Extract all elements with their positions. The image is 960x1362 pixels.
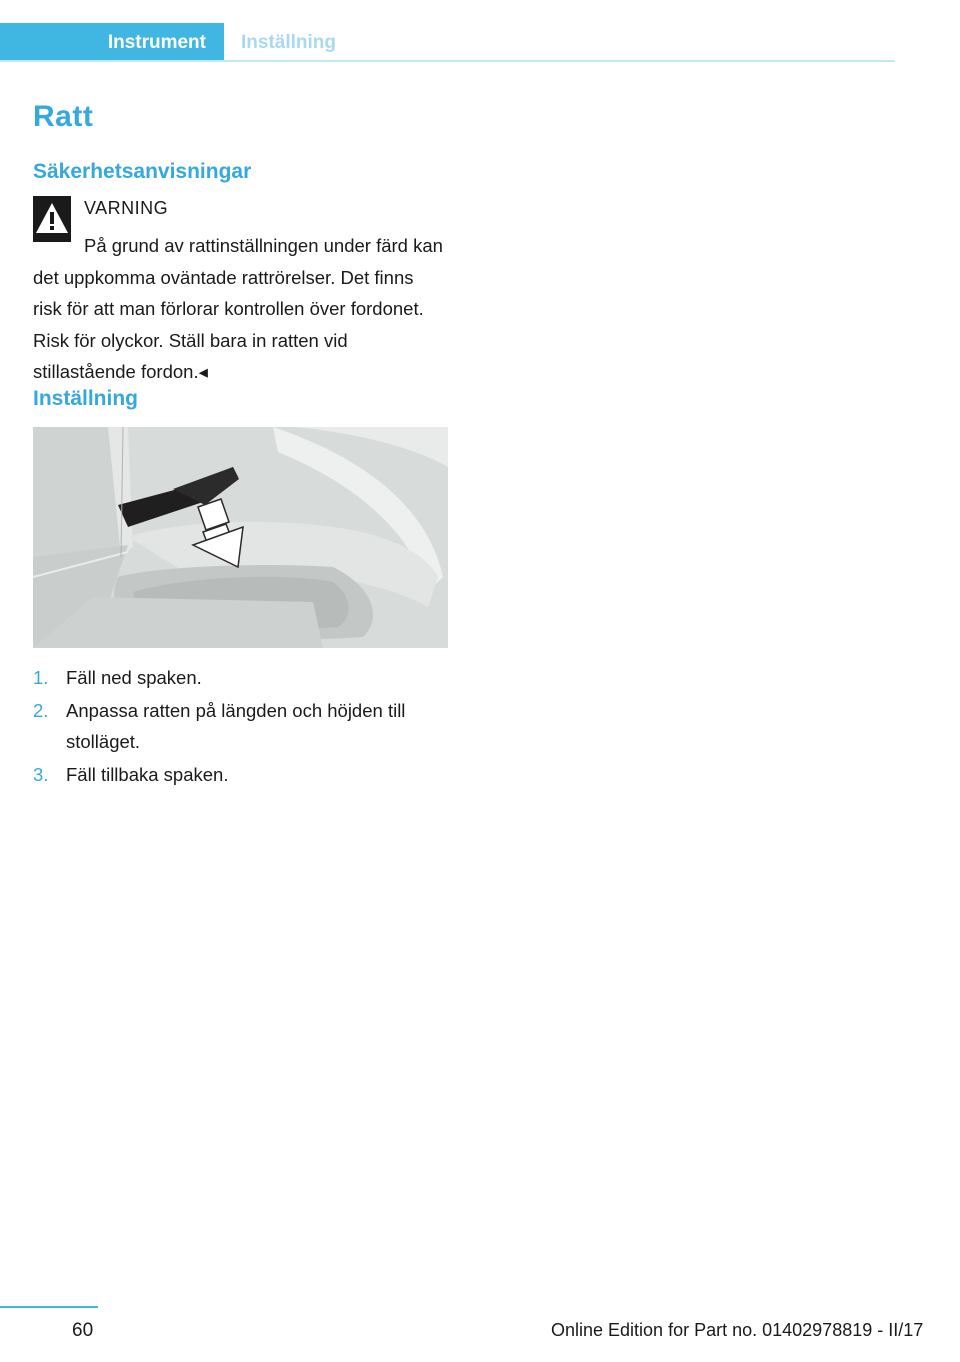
list-item bbox=[33, 759, 448, 790]
step-number: 1. bbox=[33, 667, 49, 688]
tab-instrument[interactable]: Instrument bbox=[0, 23, 224, 62]
header-divider bbox=[0, 60, 895, 62]
page-number: 60 bbox=[72, 1320, 94, 1341]
tab-installning[interactable]: Inställning bbox=[241, 31, 336, 53]
steps-list bbox=[33, 662, 448, 792]
list-item bbox=[33, 662, 448, 693]
warning-text: På grund av rattinställningen under färd kan det uppkomma oväntade rattrörelser. Det finns risk för att man förlorar kontrollen över fordonet. Risk för olyckor. Ställ bara in ratten vid stillastående fordon.◂ bbox=[33, 235, 443, 382]
step-text: Anpassa ratten på längden och höjden till stolläget. bbox=[66, 700, 406, 752]
adjust-heading: Inställning bbox=[33, 387, 138, 410]
steering-column-lever-illustration bbox=[33, 427, 448, 648]
step-number: 3. bbox=[33, 764, 49, 785]
footer-divider bbox=[0, 1306, 98, 1308]
page-title: Ratt bbox=[33, 100, 94, 133]
edition-text: Online Edition for Part no. 01402978819 - II/17 bbox=[551, 1320, 924, 1340]
safety-heading: Säkerhetsanvisningar bbox=[33, 160, 252, 183]
step-number: 2. bbox=[33, 700, 49, 721]
list-item bbox=[33, 695, 448, 757]
warning-label: VARNING bbox=[84, 198, 169, 218]
step-text: Fäll ned spaken. bbox=[66, 667, 202, 688]
step-text: Fäll tillbaka spaken. bbox=[66, 764, 229, 785]
